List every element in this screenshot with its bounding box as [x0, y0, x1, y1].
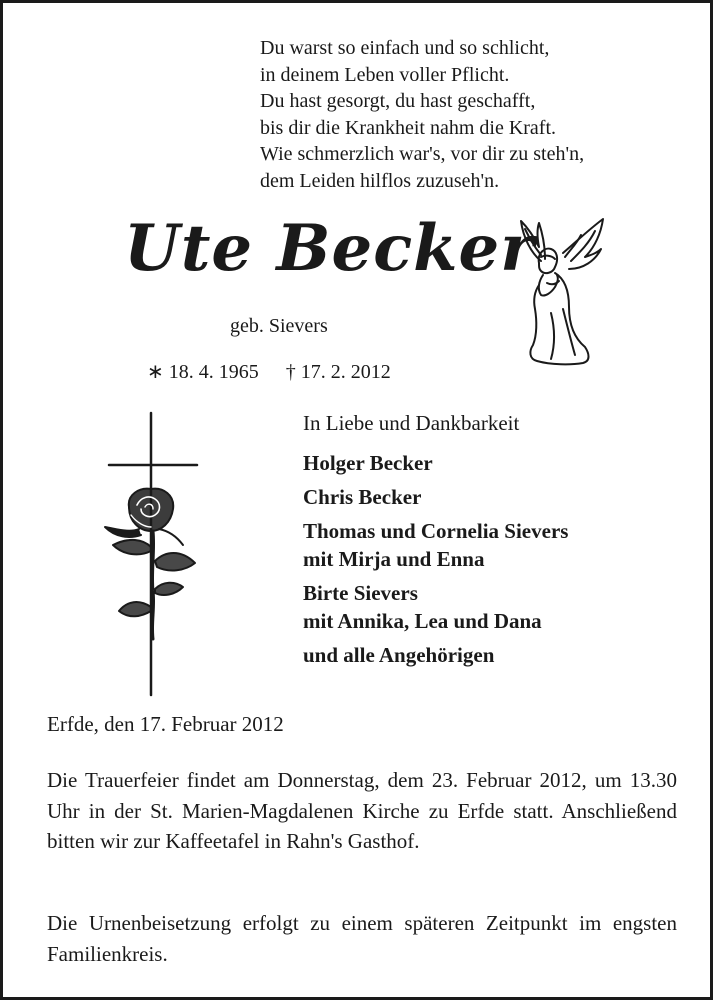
poem-line: bis dir die Krankheit nahm die Kraft. — [260, 116, 557, 139]
mourner-entry — [303, 579, 568, 635]
deceased-name: Ute Becker — [124, 211, 535, 286]
urn-burial-text: Die Urnenbeisetzung erfolgt zu einem späteren Zeitpunkt im engsten Familienkreis. — [47, 911, 677, 966]
mourner-line: mit Annika, Lea und Dana — [303, 609, 542, 633]
poem-line: in deinem Leben voller Pflicht. — [260, 63, 510, 86]
mourner-entry — [303, 483, 568, 511]
cross-rose-icon — [99, 411, 205, 697]
gratitude-line: In Liebe und Dankbarkeit — [303, 411, 520, 435]
poem-line: Wie schmerzlich war's, vor dir zu steh'n, — [260, 143, 585, 165]
mourner-line: und alle Angehörigen — [303, 643, 495, 667]
mourner-entry — [303, 641, 568, 669]
angel-icon — [511, 213, 611, 373]
mourner-line: Holger Becker — [303, 451, 433, 475]
mourners-list — [303, 449, 568, 675]
poem — [260, 35, 584, 194]
life-dates — [147, 359, 413, 384]
poem-line: Du warst so einfach und so schlicht, — [260, 37, 550, 59]
mourner-line: Birte Sievers — [303, 581, 418, 605]
death-date: † 17. 2. 2012 — [285, 361, 391, 383]
poem-line: dem Leiden hilflos zuzuseh'n. — [260, 169, 500, 192]
mourner-entry — [303, 517, 568, 573]
born-name: geb. Sievers — [230, 315, 328, 337]
mourner-entry — [303, 449, 568, 477]
mourner-line: mit Mirja und Enna — [303, 547, 485, 571]
birth-date: ∗ 18. 4. 1965 — [147, 361, 259, 383]
mourner-line: Thomas und Cornelia Sievers — [303, 519, 569, 543]
place-date: Erfde, den 17. Februar 2012 — [47, 712, 284, 736]
ceremony-text: Die Trauerfeier findet am Donnerstag, dem 23. Februar 2012, um 13.30 Uhr in der St. Marien-Magdalenen Kirche zu Erfde statt. Anschließend bitten wir zur Kaffeetafel in Rahn's Gasthof. — [47, 768, 677, 853]
poem-line: Du hast gesorgt, du hast geschafft, — [260, 90, 536, 112]
mourner-line: Chris Becker — [303, 485, 422, 509]
